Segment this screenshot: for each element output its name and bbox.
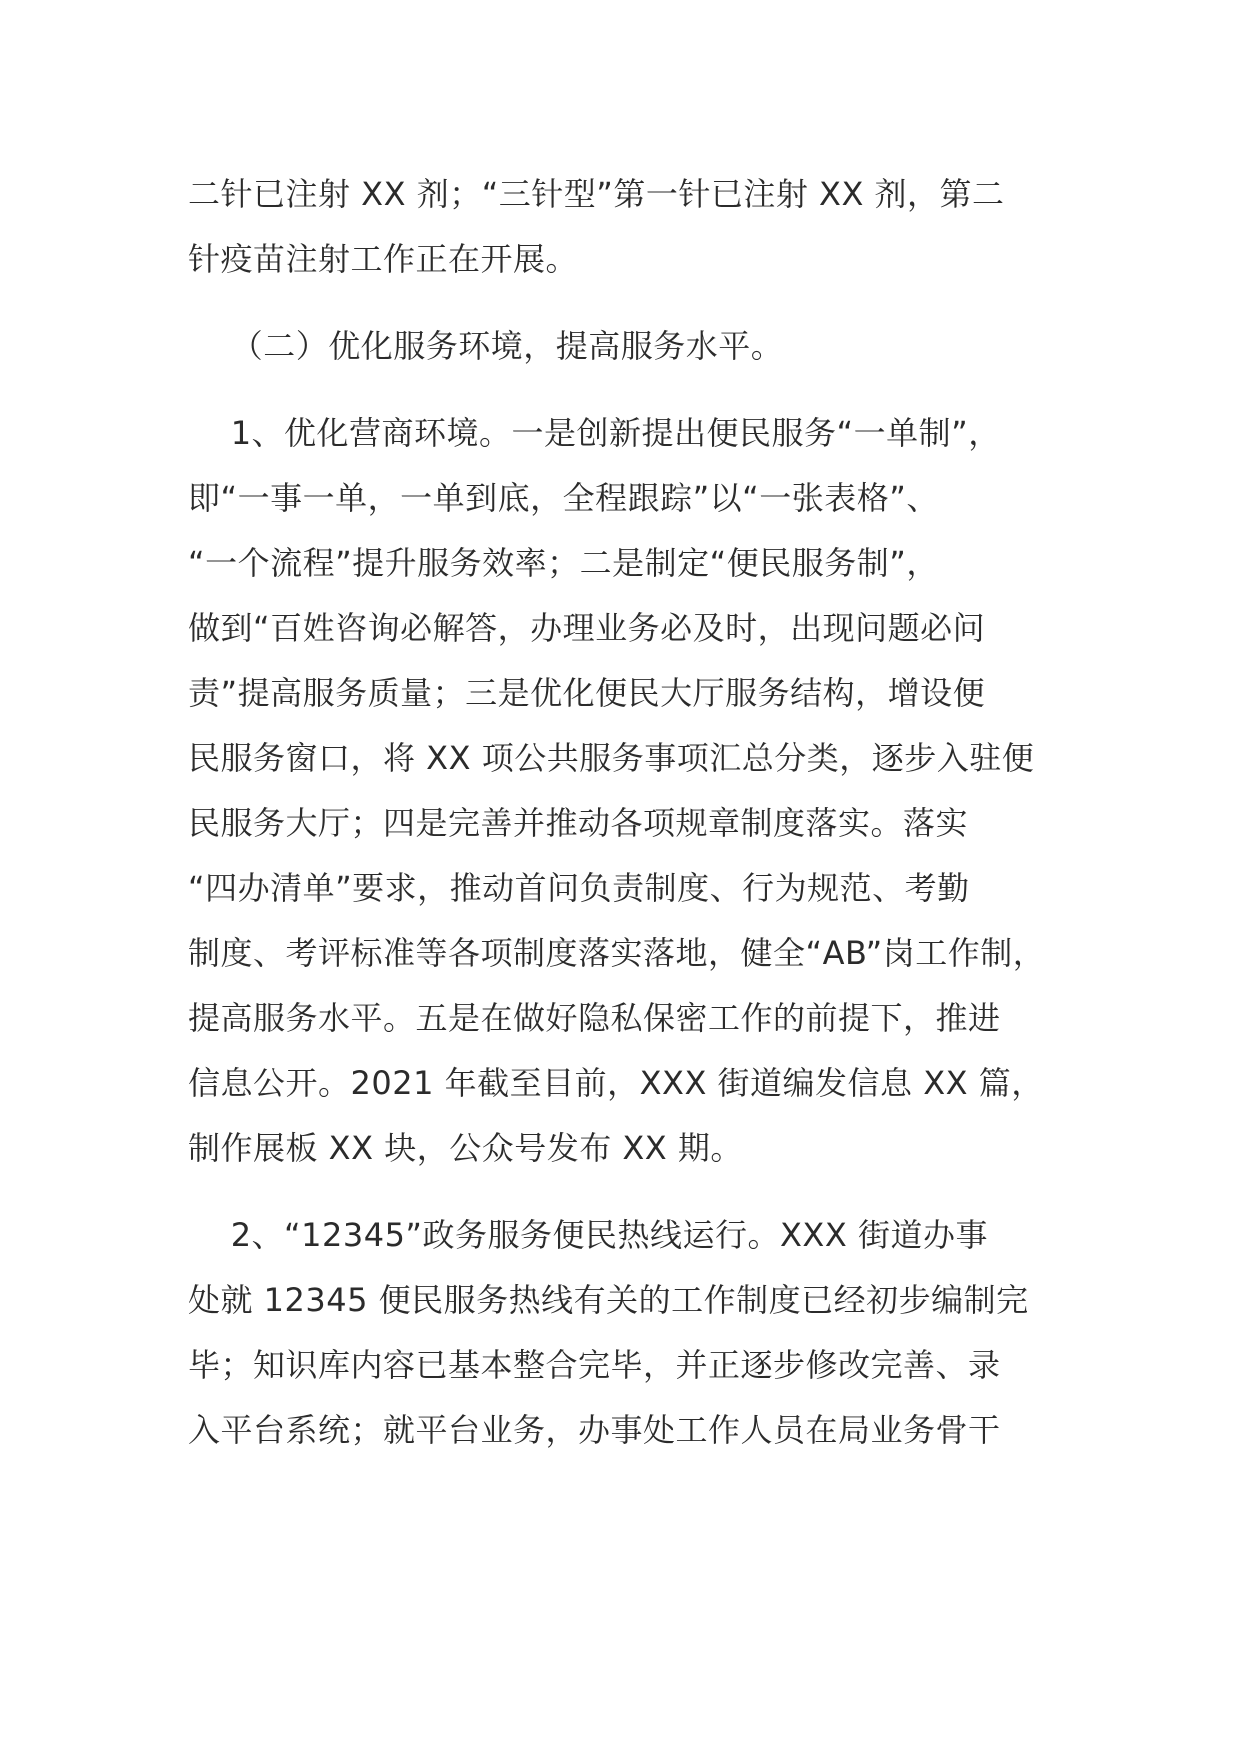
paragraph-continued bbox=[188, 162, 1088, 292]
text-line: 入平台系统；就平台业务，办事处工作人员在局业务骨干 bbox=[188, 1411, 1001, 1449]
section-heading: （二）优化服务环境，提高服务水平。 bbox=[188, 327, 784, 365]
text-line: “一个流程”提升服务效率；二是制定“便民服务制”， bbox=[188, 544, 939, 582]
text-line: 1、优化营商环境。一是创新提出便民服务“一单制”， bbox=[188, 414, 1001, 452]
text-line: 责”提高服务质量；三是优化便民大厅服务结构，增设便 bbox=[188, 674, 986, 712]
text-line: 信息公开。2021 年截至目前，XXX 街道编发信息 XX 篇， bbox=[188, 1064, 1044, 1102]
text-line: “四办清单”要求，推动首问负责制度、行为规范、考勤 bbox=[188, 869, 970, 907]
text-line: 民服务窗口，将 XX 项公共服务事项汇总分类，逐步入驻便 bbox=[188, 739, 1035, 777]
text-line: 毕；知识库内容已基本整合完毕，并正逐步修改完善、录 bbox=[188, 1346, 1001, 1384]
text-line: 提高服务水平。五是在做好隐私保密工作的前提下，推进 bbox=[188, 999, 1001, 1037]
text-line: 制作展板 XX 块，公众号发布 XX 期。 bbox=[188, 1129, 743, 1167]
paragraph-business-environment bbox=[188, 401, 1088, 1181]
text-line: 做到“百姓咨询必解答，办理业务必及时，出现问题必问 bbox=[188, 609, 986, 647]
document-body bbox=[188, 162, 1088, 1463]
text-line: 制度、考评标准等各项制度落实落地，健全“AB”岗工作制， bbox=[188, 934, 1046, 972]
text-line: 即“一事一单，一单到底，全程跟踪”以“一张表格”、 bbox=[188, 479, 939, 517]
text-line: 处就 12345 便民服务热线有关的工作制度已经初步编制完 bbox=[188, 1281, 1029, 1319]
text-line: 2、“12345”政务服务便民热线运行。XXX 街道办事 bbox=[188, 1216, 988, 1254]
text-line: 二针已注射 XX 剂；“三针型”第一针已注射 XX 剂，第二 bbox=[188, 175, 1005, 213]
text-line: 民服务大厅；四是完善并推动各项规章制度落实。落实 bbox=[188, 804, 969, 842]
paragraph-hotline bbox=[188, 1203, 1088, 1463]
text-line: 针疫苗注射工作正在开展。 bbox=[188, 240, 579, 278]
